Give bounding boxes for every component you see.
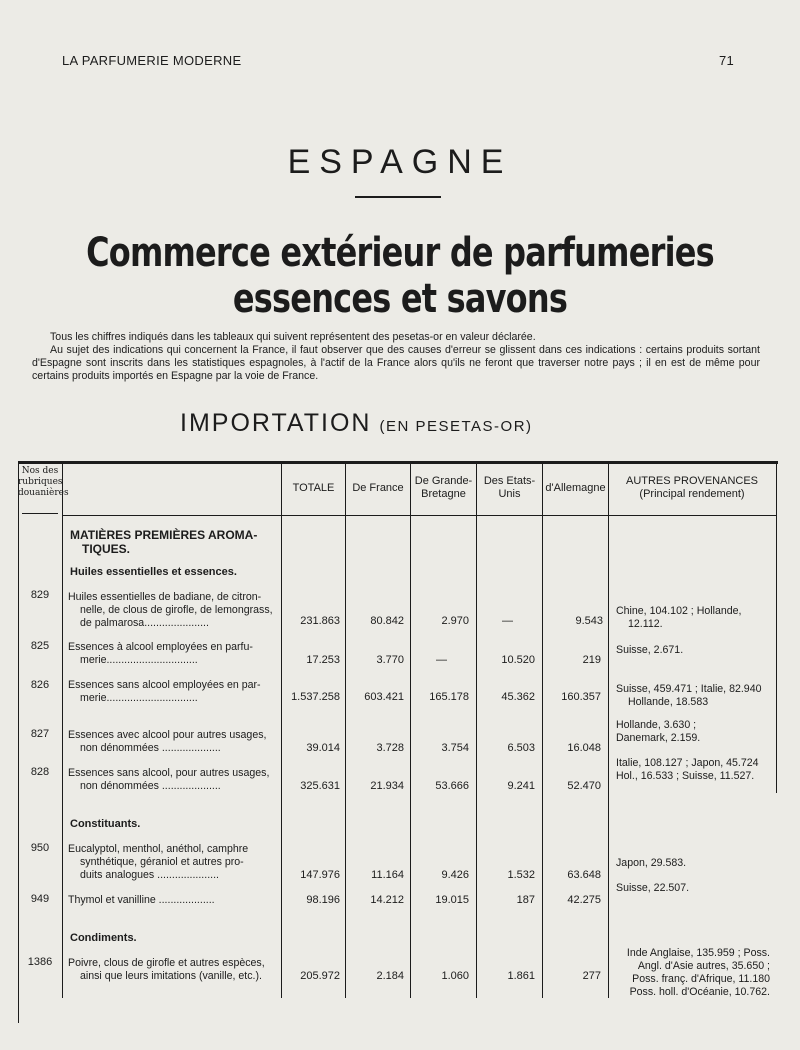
- value-allemagne: 16.048: [567, 742, 601, 754]
- header-text: AUTRES PROVENANCES: [625, 475, 759, 487]
- value-autres-provenances: [616, 882, 776, 895]
- desc-line: de palmarosa......................: [80, 617, 209, 629]
- value-allemagne: 160.357: [561, 691, 601, 703]
- other-line: Poss. holl. d'Océanie, 10.762.: [629, 986, 770, 998]
- header-text: Des Etats-: [483, 475, 536, 487]
- rubrique-code: 827: [30, 728, 50, 740]
- other-line: Suisse, 2.671.: [616, 644, 684, 656]
- value-autres-provenances: [616, 757, 776, 783]
- value-autres-provenances: [616, 605, 776, 631]
- value-allemagne: 9.543: [575, 615, 603, 627]
- running-head: [62, 53, 734, 68]
- rubrique-code: 828: [30, 766, 50, 778]
- value-etats-unis: 1.861: [507, 970, 535, 982]
- row-description: [68, 843, 278, 882]
- section-title: IMPORTATION: [180, 409, 372, 437]
- header-text: douanières: [18, 488, 69, 498]
- rubrique-code: 826: [30, 679, 50, 691]
- section-subtitle: (EN PESETAS-OR): [379, 418, 533, 435]
- other-line: Suisse, 22.507.: [616, 882, 690, 894]
- value-autres-provenances: [616, 857, 776, 870]
- header-totale: TOTALE: [292, 481, 335, 494]
- value-allemagne: 63.648: [567, 869, 601, 881]
- value-etats-unis: 9.241: [507, 780, 535, 792]
- value-allemagne: 52.470: [567, 780, 601, 792]
- header-rubrique-number: [18, 466, 69, 499]
- value-france: 80.842: [370, 615, 404, 627]
- desc-line: Poivre, clous de girofle et autres espèces,: [68, 957, 265, 969]
- value-etats-unis: 45.362: [501, 691, 535, 703]
- other-line: Inde Anglaise, 135.959 ; Poss.: [626, 947, 770, 959]
- value-grande-bretagne: 53.666: [435, 780, 469, 792]
- row-description: [68, 641, 278, 667]
- rubrique-code: 825: [30, 640, 50, 652]
- other-line: Chine, 104.102 ; Hollande,: [616, 605, 742, 617]
- header-allemagne: d'Allemagne: [545, 481, 606, 494]
- value-allemagne: 219: [582, 654, 601, 666]
- header-text: (Principal rendement): [639, 488, 745, 500]
- value-etats-unis: —: [502, 615, 513, 627]
- value-etats-unis: 6.503: [507, 742, 535, 754]
- rubrique-code: 1386: [27, 956, 53, 968]
- other-line: Danemark, 2.159.: [616, 732, 701, 744]
- desc-line: ainsi que leurs imitations (vanille, etc.).: [80, 970, 262, 982]
- col-line: [608, 463, 609, 998]
- col-line: [476, 463, 477, 998]
- value-grande-bretagne: 1.060: [441, 970, 469, 982]
- value-totale: 325.631: [300, 780, 340, 792]
- value-totale: 205.972: [300, 970, 340, 982]
- other-line: Poss. franç. d'Afrique, 11.180: [632, 973, 770, 985]
- other-line: Italie, 108.127 ; Japon, 45.724: [616, 757, 759, 769]
- header-etats-unis: [477, 470, 542, 506]
- value-autres-provenances: [616, 719, 776, 745]
- other-line: Angl. d'Asie autres, 35.650 ;: [637, 960, 770, 972]
- other-line: Japon, 29.583.: [616, 857, 687, 869]
- value-autres-provenances: [616, 683, 776, 709]
- header-autres-provenances: [609, 470, 775, 506]
- intro-paragraph-2: Au sujet des indications qui concernent la France, il faut observer que des causes d'erreur se glissent dans ces indications : certains produits sortant d'Espagne sont inscrits dans les statistiques espagnoles, à l'actif de la France alors qu'ils ne feront que traverser notre pays ; il en est de même pour certains produits importés en Espagne par la voie de France.: [32, 344, 760, 382]
- value-grande-bretagne: 165.178: [429, 691, 469, 703]
- value-totale: 17.253: [306, 654, 340, 666]
- col-line: [776, 463, 777, 793]
- value-totale: 98.196: [306, 894, 340, 906]
- category-line: TIQUES.: [82, 542, 131, 556]
- header-grande-bretagne: [411, 470, 476, 506]
- subcategory-heading: Constituants.: [70, 818, 141, 830]
- desc-line: Essences sans alcool employées en par-: [68, 679, 261, 691]
- desc-line: merie...............................: [80, 692, 198, 704]
- row-description: [68, 679, 278, 705]
- header-france: De France: [352, 481, 404, 494]
- header-bottom-rule: [62, 515, 776, 516]
- value-grande-bretagne: 3.754: [441, 742, 469, 754]
- rubrique-code: 829: [30, 589, 50, 601]
- value-etats-unis: 187: [516, 894, 535, 906]
- category-heading: [70, 528, 257, 556]
- value-grande-bretagne: 9.426: [441, 869, 469, 881]
- subcategory-heading: Condiments.: [70, 932, 137, 944]
- header-text: De Grande-: [414, 475, 473, 487]
- category-line: MATIÈRES PREMIÈRES AROMA-: [70, 528, 258, 542]
- value-etats-unis: 1.532: [507, 869, 535, 881]
- row-description: [68, 894, 278, 907]
- value-etats-unis: 10.520: [501, 654, 535, 666]
- desc-line: Essences avec alcool pour autres usages,: [68, 729, 267, 741]
- other-line: Hol., 16.533 ; Suisse, 11.527.: [616, 770, 755, 782]
- other-line: 12.112.: [628, 618, 663, 630]
- row-description: [68, 767, 278, 793]
- value-totale: 147.976: [300, 869, 340, 881]
- table-top-rule: [18, 461, 778, 464]
- page-number: 71: [718, 53, 734, 68]
- desc-line: non dénommées ....................: [80, 742, 221, 754]
- intro-text: [32, 331, 760, 383]
- row-description: [68, 957, 278, 983]
- desc-line: duits analogues .....................: [80, 869, 219, 881]
- num-header-rule: [22, 513, 58, 514]
- value-grande-bretagne: —: [436, 654, 447, 666]
- desc-line: synthétique, géraniol et autres pro-: [80, 856, 244, 868]
- col-line: [542, 463, 543, 998]
- subcategory-heading: Huiles essentielles et essences.: [70, 566, 237, 578]
- desc-line: non dénommées ....................: [80, 780, 221, 792]
- value-france: 603.421: [364, 691, 404, 703]
- desc-line: Huiles essentielles de badiane, de citron-: [68, 591, 262, 603]
- other-line: Suisse, 459.471 ; Italie, 82.940: [616, 683, 762, 695]
- value-grande-bretagne: 19.015: [435, 894, 469, 906]
- row-description: [68, 591, 278, 630]
- value-france: 14.212: [370, 894, 404, 906]
- rubrique-code: 949: [30, 893, 50, 905]
- header-text: Unis: [498, 488, 521, 500]
- journal-name: LA PARFUMERIE MODERNE: [62, 53, 242, 68]
- header-text: rubriques: [18, 477, 63, 487]
- col-line: [410, 463, 411, 998]
- section-heading: [180, 409, 760, 438]
- row-description: [68, 729, 278, 755]
- value-autres-provenances: [616, 644, 776, 657]
- country-heading: ESPAGNE: [287, 143, 513, 181]
- desc-line: Essences à alcool employées en parfu-: [68, 641, 253, 653]
- header-text: Bretagne: [421, 488, 466, 500]
- value-totale: 1.537.258: [291, 691, 340, 703]
- value-france: 2.184: [376, 970, 404, 982]
- page-title: Commerce extérieur de parfumeries essences et savons: [86, 230, 714, 322]
- value-totale: 231.863: [300, 615, 340, 627]
- desc-line: Eucalyptol, menthol, anéthol, camphre: [68, 843, 249, 855]
- col-line: [281, 463, 282, 998]
- other-line: Hollande, 18.583: [628, 696, 709, 708]
- col-line: [345, 463, 346, 998]
- header-text: Nos des: [21, 466, 59, 476]
- desc-line: merie...............................: [80, 654, 198, 666]
- rubrique-code: 950: [30, 842, 50, 854]
- col-line: [18, 463, 19, 1023]
- value-france: 11.164: [371, 869, 404, 881]
- desc-line: Thymol et vanilline ...................: [68, 894, 215, 906]
- heading-rule: [355, 196, 441, 198]
- value-autres-provenances: [616, 947, 770, 999]
- value-france: 3.728: [376, 742, 404, 754]
- value-grande-bretagne: 2.970: [441, 615, 469, 627]
- value-totale: 39.014: [306, 742, 340, 754]
- desc-line: Essences sans alcool, pour autres usages,: [68, 767, 270, 779]
- intro-paragraph-1: Tous les chiffres indiqués dans les tableaux qui suivent représentent des pesetas-or en valeur déclarée.: [50, 331, 536, 343]
- desc-line: nelle, de clous de girofle, de lemongrass,: [80, 604, 273, 616]
- value-france: 21.934: [370, 780, 404, 792]
- value-allemagne: 277: [582, 970, 601, 982]
- value-france: 3.770: [376, 654, 404, 666]
- other-line: Hollande, 3.630 ;: [616, 719, 697, 731]
- col-line: [62, 463, 63, 998]
- value-allemagne: 42.275: [567, 894, 601, 906]
